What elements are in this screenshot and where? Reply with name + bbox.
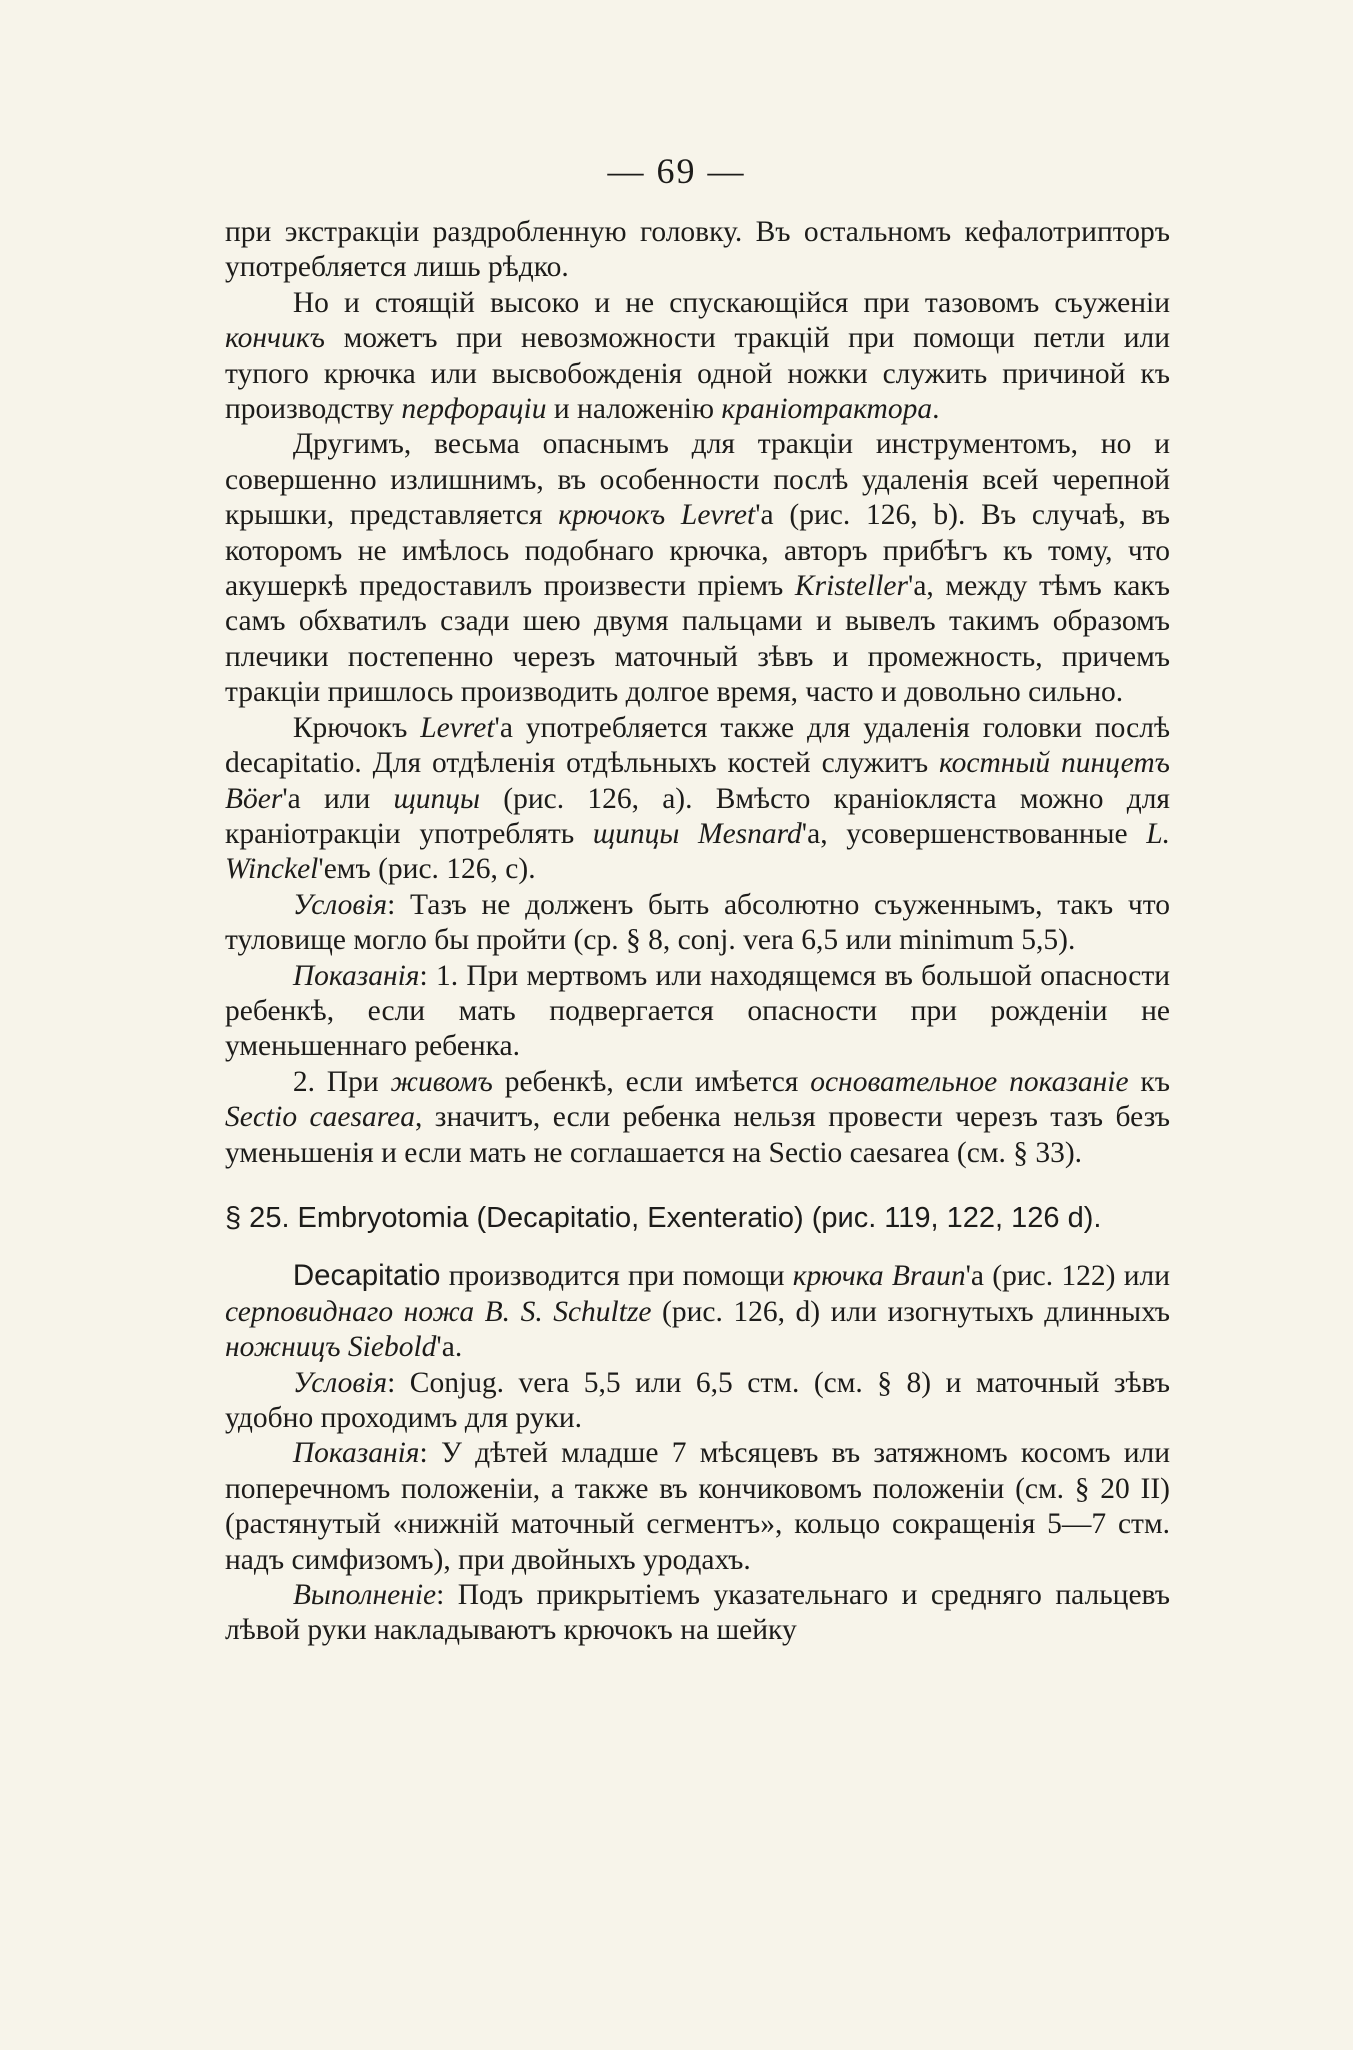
italic-text: основательное показаніе xyxy=(810,1065,1129,1098)
text-run: 'а, между тѣмъ какъ самъ обхватилъ сзади шею двумя пальцами и вывелъ такимъ образомъ плечики постепенно черезъ маточный зѣвъ и промежность, причемъ тракціи пришлось производить долгое время, часто и довольно сильно. xyxy=(225,570,1170,709)
text-run: производится при помощи xyxy=(440,1260,793,1293)
paragraph xyxy=(225,286,1170,428)
paragraph xyxy=(225,1258,1170,1365)
italic-text: краніотрактора xyxy=(721,393,933,426)
italic-text: крючокъ Levret xyxy=(558,499,756,532)
text-run: : У дѣтей младше 7 мѣсяцевъ въ затяжномъ косомъ или поперечномъ положеніи, а также въ кончиковомъ положеніи (см. § 20 II) (растянутый «нижній маточный сегментъ», кольцо сокращенія 5—7 стм. надъ симфизомъ), при двойныхъ уродахъ. xyxy=(225,1437,1170,1576)
text-run: : Подъ прикрытіемъ указательнаго и средняго пальцевъ лѣвой руки накладываютъ крючокъ на шейку xyxy=(225,1579,1170,1647)
paragraph xyxy=(225,1366,1170,1437)
text-run: (рис. 126, a). Вмѣсто краніокляста можно для краніотракціи употреблять xyxy=(225,782,1170,850)
italic-text: Kristeller xyxy=(794,570,908,603)
italic-text: щипцы xyxy=(393,782,481,815)
text-run: при экстракціи раздробленную головку. Въ остальномъ кефалотрипторъ употребляется лишь рѣдко. xyxy=(225,216,1170,284)
paragraph xyxy=(225,1436,1170,1578)
paragraph xyxy=(225,215,1170,286)
text-run: къ xyxy=(1128,1065,1171,1098)
italic-text: L. Winckel xyxy=(225,817,1170,886)
italic-text: щипцы Mesnard xyxy=(592,817,802,850)
italic-text: Условія xyxy=(292,1366,388,1399)
text-run: : Тазъ не долженъ быть абсолютно съуженнымъ, такъ что туловище могло бы пройти (ср. § 8, conj. vera 6,5 или minimum 5,5). xyxy=(225,888,1170,957)
body-block-1 xyxy=(225,215,1170,1171)
text-run: (рис. 126, d) или изогнутыхъ длинныхъ xyxy=(651,1295,1170,1328)
text-run: , значитъ, если ребенка нельзя провести черезъ тазъ безъ уменьшенія и если мать не соглашается на Sectio caesarea (см. § 33). xyxy=(225,1101,1170,1169)
paragraph xyxy=(225,1578,1170,1649)
italic-text: Показанія xyxy=(292,959,420,992)
text-run: можетъ при невозможности тракцій при помощи петли или тупого крючка или высвобожденія одной ножки служить причиной къ производству xyxy=(225,322,1170,426)
text-run: 'а (рис. 122) или xyxy=(965,1260,1170,1293)
text-run: 2. При xyxy=(292,1065,391,1098)
italic-text: костный пинцетъ Böer xyxy=(225,747,1170,815)
text-run: . xyxy=(932,393,940,426)
italic-text: Показанія xyxy=(292,1437,420,1470)
italic-text: крючка Braun xyxy=(792,1260,966,1293)
text-run: 'а (рис. 126, b). Въ случаѣ, въ которомъ не имѣлось подобнаго крючка, авторъ прибѣгъ къ тому, что акушеркѣ предоставилъ произвести пріемъ xyxy=(225,499,1171,603)
text-run: Крючокъ xyxy=(292,711,421,744)
text-run: 'а или xyxy=(282,782,394,815)
page-number: — 69 — xyxy=(607,151,746,191)
paragraph xyxy=(225,1065,1170,1171)
body-block-2 xyxy=(225,1258,1170,1648)
text-run: 'емъ (рис. 126, c). xyxy=(318,853,536,886)
text-run: 'а, усовершенствованные xyxy=(801,817,1147,850)
paragraph xyxy=(225,711,1170,888)
text-run: Decapitatio xyxy=(292,1259,441,1293)
italic-text: Условія xyxy=(292,888,388,921)
body-text xyxy=(225,215,1170,1649)
italic-text: кончикъ xyxy=(225,322,325,355)
italic-text: живомъ xyxy=(390,1065,493,1098)
italic-text: Sectio caesarea xyxy=(225,1101,415,1134)
italic-text: серповиднаго ножа B. S. Schultze xyxy=(225,1295,652,1328)
paragraph xyxy=(225,888,1170,959)
italic-text: Выполненіе xyxy=(292,1579,437,1612)
text-run: 'а употребляется также для удаленія головки послѣ decapitatio. Для отдѣленія отдѣльныхъ костей служитъ xyxy=(225,711,1170,780)
italic-text: перфораціи xyxy=(401,393,547,426)
paragraph xyxy=(225,959,1170,1065)
text-run: и наложенію xyxy=(546,393,722,426)
text-run: : Conjug. vera 5,5 или 6,5 стм. (см. § 8) и маточный зѣвъ удобно проходимъ для руки. xyxy=(225,1366,1170,1434)
italic-text: Levret xyxy=(420,711,495,744)
text-run: ребенкѣ, если имѣется xyxy=(492,1065,811,1098)
paragraph xyxy=(225,427,1170,710)
text-run: : 1. При мертвомъ или находящемся въ большой опасности ребенкѣ, если мать подвергается опасности при рожденіи не уменьшеннаго ребенка. xyxy=(225,959,1170,1063)
italic-text: ножницъ Siebold xyxy=(225,1331,437,1364)
text-run: 'а. xyxy=(436,1331,463,1364)
text-run: Другимъ, весьма опаснымъ для тракціи инструментомъ, но и совершенно излишнимъ, въ особенности послѣ удаленія всей черепной крышки, представляется xyxy=(225,428,1170,532)
text-run: Но и стоящій высоко и не спускающійся при тазовомъ съуженіи xyxy=(292,286,1170,319)
section-heading: § 25. Embryotomia (Decapitatio, Exenteratio) (рис. 119, 122, 126 d). xyxy=(225,1201,1102,1234)
